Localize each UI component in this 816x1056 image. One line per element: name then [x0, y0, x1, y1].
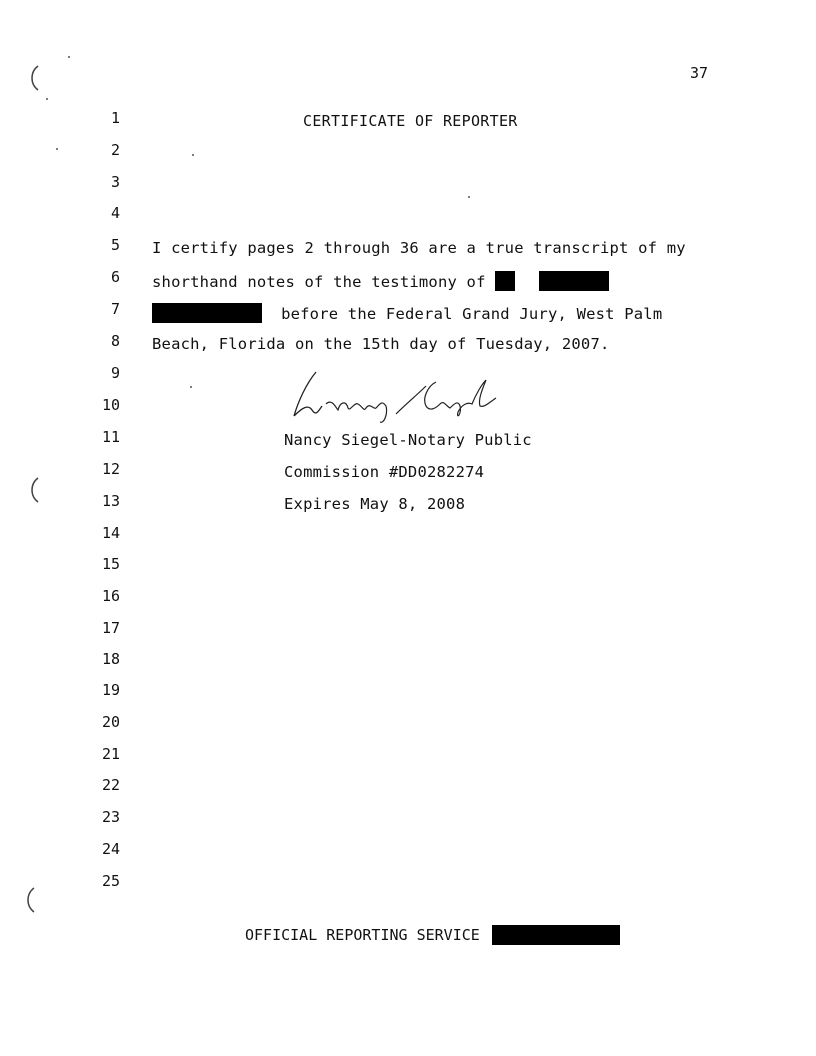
redaction-block [492, 925, 620, 945]
line-number: 19 [101, 681, 120, 699]
line-number: 12 [101, 460, 120, 478]
redaction-block [495, 271, 515, 291]
scan-artifact-arc [26, 476, 40, 504]
scan-artifact-arc [22, 886, 36, 914]
line-number: 15 [101, 555, 120, 573]
body-line-7 [152, 303, 662, 323]
redaction-block [152, 303, 262, 323]
line-number: 23 [101, 808, 120, 826]
line-number: 3 [110, 173, 120, 191]
line-number: 11 [101, 428, 120, 446]
line-number: 16 [101, 587, 120, 605]
scan-speck [192, 154, 194, 156]
certificate-title: CERTIFICATE OF REPORTER [303, 112, 518, 130]
line-number: 5 [110, 236, 120, 254]
line-number: 8 [110, 332, 120, 350]
body-line-6-text: shorthand notes of the testimony of [152, 273, 486, 291]
commission-expiry: Expires May 8, 2008 [284, 495, 466, 513]
line-number: 22 [101, 776, 120, 794]
handwritten-signature [286, 364, 536, 424]
line-number: 10 [101, 396, 120, 414]
line-number: 14 [101, 524, 120, 542]
line-number: 9 [110, 364, 120, 382]
line-number: 24 [101, 840, 120, 858]
scan-speck [468, 196, 470, 198]
page-number: 37 [690, 64, 709, 82]
scan-speck [56, 148, 58, 150]
line-number: 21 [101, 745, 120, 763]
redaction-block [539, 271, 609, 291]
line-number: 6 [110, 268, 120, 286]
scan-speck [68, 56, 70, 58]
line-number: 1 [110, 109, 120, 127]
line-number: 2 [110, 141, 120, 159]
line-number: 20 [101, 713, 120, 731]
body-line-7-text: before the Federal Grand Jury, West Palm [281, 305, 663, 323]
line-number: 17 [101, 619, 120, 637]
line-number: 13 [101, 492, 120, 510]
line-number: 7 [110, 300, 120, 318]
footer [245, 925, 620, 945]
scan-speck [46, 98, 48, 100]
body-line-5: I certify pages 2 through 36 are a true transcript of my [152, 239, 686, 257]
scan-artifact-arc [26, 64, 40, 92]
body-line-8: Beach, Florida on the 15th day of Tuesday, 2007. [152, 335, 610, 353]
scan-speck [190, 386, 192, 388]
body-line-6 [152, 271, 609, 291]
notary-name: Nancy Siegel-Notary Public [284, 431, 532, 449]
line-number: 4 [110, 204, 120, 222]
commission-number: Commission #DD0282274 [284, 463, 485, 481]
footer-text: OFFICIAL REPORTING SERVICE [245, 926, 480, 944]
line-number: 18 [101, 650, 120, 668]
line-number: 25 [101, 872, 120, 890]
